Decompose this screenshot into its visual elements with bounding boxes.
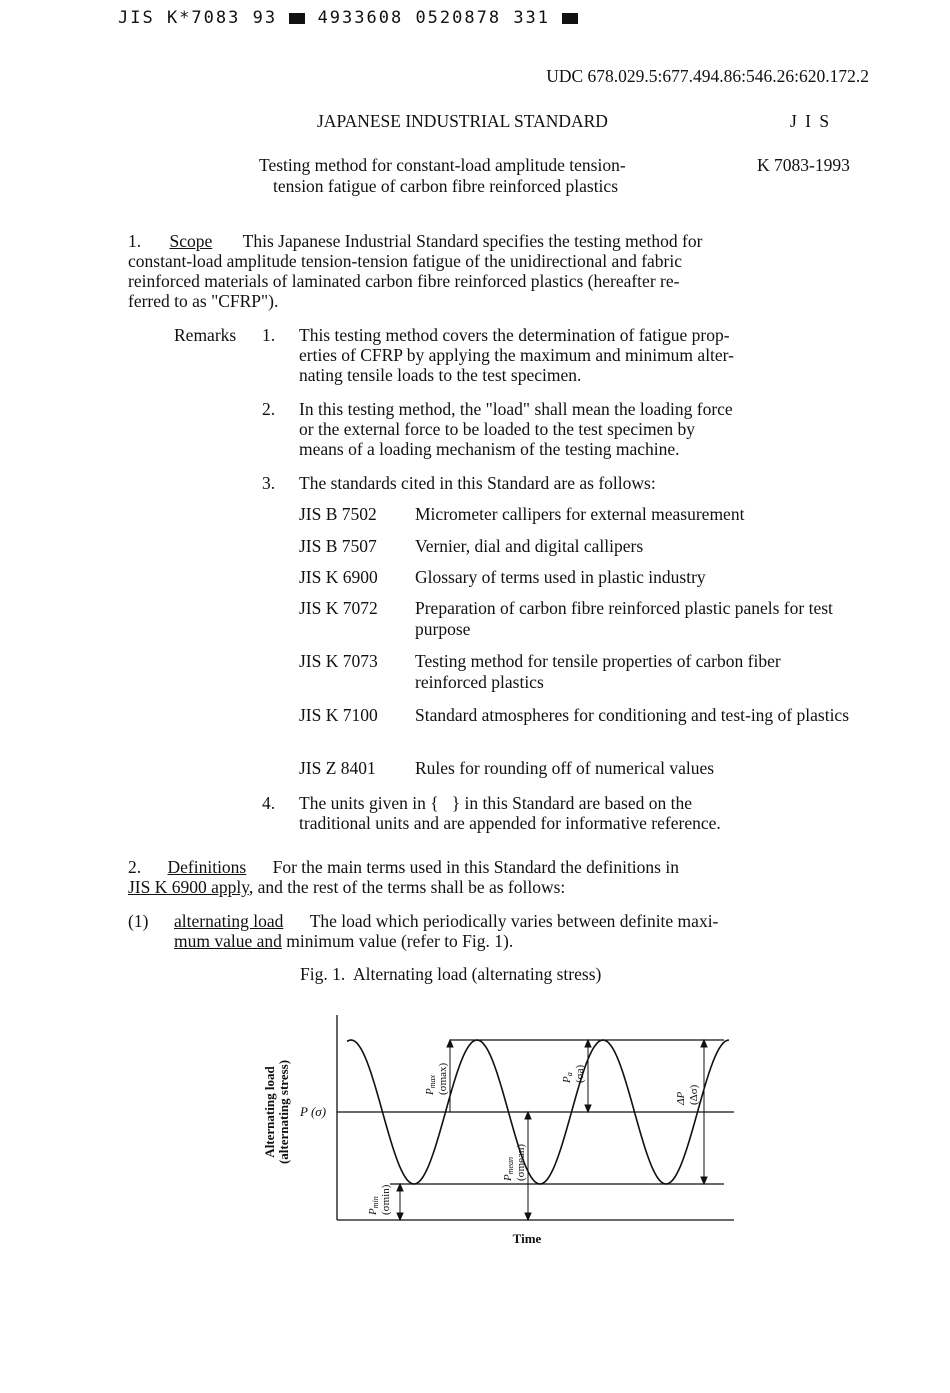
svg-text:ΔP: ΔP [675,1091,687,1105]
arrowhead [525,1213,531,1220]
section-heading: Scope [169,231,213,251]
cited-standard-title: Vernier, dial and digital callipers [415,536,644,556]
p-mean-label [502,1144,527,1182]
remark-number: 3. [262,473,276,493]
svg-text:Pmin: Pmin [367,1196,380,1215]
y-axis-label: Alternating load [262,1066,277,1158]
cited-standard-code: JIS Z 8401 [299,758,376,778]
cited-standard-code: JIS K 6900 [299,567,378,587]
definitions-reference: JIS K 6900 apply [128,877,249,897]
y-axis-label: (alternating stress) [276,1059,291,1165]
definitions-paragraph [128,857,868,897]
section-heading: Definitions [167,857,247,877]
p-a-label [561,1065,586,1084]
arrowhead [701,1177,707,1184]
svg-text:(σa): (σa) [574,1064,586,1083]
definition-term: alternating load [174,911,284,931]
remark-line: nating tensile loads to the test specimen. [299,365,582,385]
definition-line: minimum value (refer to Fig. 1). [281,931,514,951]
alternating-load-figure [250,1005,750,1255]
svg-text:Pa: Pa [561,1072,574,1083]
remark-text [299,793,859,833]
standard-name: JAPANESE INDUSTRIAL STANDARD [317,111,608,131]
arrowhead [585,1105,591,1112]
svg-text:(σmax): (σmax) [437,1062,449,1095]
cited-standard-code: JIS K 7100 [299,705,378,725]
udc-number: UDC 678.029.5:677.494.86:546.26:620.172.2 [546,66,869,86]
definitions-line: For the main terms used in this Standard the definitions in [272,857,679,877]
arrowhead [397,1184,403,1191]
remark-text [299,325,864,385]
cited-standard-title: Standard atmospheres for conditioning and test-ing of plastics [415,705,850,725]
remark-line: traditional units and are appended for informative reference. [299,813,721,833]
p-max-label [424,1062,449,1096]
definition-line: The load which periodically varies between definite maxi- [309,911,719,931]
remark-line: means of a loading mechanism of the testing machine. [299,439,680,459]
svg-text:(σmean): (σmean) [515,1143,527,1181]
scope-line: reinforced materials of laminated carbon fibre reinforced plastics (hereafter re- [128,271,680,291]
remark-number: 1. [262,325,276,345]
arrowhead [447,1040,453,1047]
definition-line: mum value and [174,931,282,951]
black-block-mark [289,13,305,24]
definitions-line: , and the rest of the terms shall be as follows: [248,877,566,897]
arrowhead [397,1213,403,1220]
remark-line: or the external force to be loaded to the test specimen by [299,419,696,439]
code-line-prefix: JIS K*7083 93 [118,8,278,28]
scope-line: This Japanese Industrial Standard specifies the testing method for [242,231,703,251]
svg-text:(σmin): (σmin) [380,1184,392,1215]
cited-standard-code: JIS B 7502 [299,504,377,524]
arrowhead [701,1040,707,1047]
title-line-2: tension fatigue of carbon fibre reinforced plastics [273,176,619,196]
svg-text:(Δσ): (Δσ) [688,1084,700,1105]
scope-line: ferred to as "CFRP"). [128,291,279,311]
remarks-label: Remarks [174,325,237,345]
cited-standard-title: Testing method for tensile properties of carbon fiber reinforced plastics [415,651,781,692]
cited-standard-code: JIS K 7072 [299,598,378,618]
svg-text:Pmax: Pmax [424,1074,437,1095]
cited-standard-code: JIS K 7073 [299,651,378,671]
cited-standard-title: Preparation of carbon fibre reinforced plastic panels for test purpose [415,598,833,639]
remark-number: 2. [262,399,276,419]
jis-mark: J I S [790,111,832,131]
cited-standard-code: JIS B 7507 [299,536,377,556]
mean-level-label: P (σ) [300,1104,327,1119]
x-axis-label: Time [512,1231,542,1246]
remark-number: 4. [262,793,276,813]
figure-caption: Fig. 1. Alternating load (alternating stress) [300,964,602,984]
cited-standard-title: Glossary of terms used in plastic industry [415,567,706,587]
arrowhead [525,1112,531,1119]
arrowhead [585,1040,591,1047]
cited-standard-title: Rules for rounding off of numerical values [415,758,715,778]
remark-line: This testing method covers the determination of fatigue prop- [299,325,730,345]
standard-number: K 7083-1993 [757,155,850,175]
code-line-part2: 4933608 0520878 331 [317,8,551,28]
black-block-mark [562,13,578,24]
remark-text [299,473,864,493]
document-code-line [118,8,578,28]
remark-line: The standards cited in this Standard are as follows: [299,473,656,493]
scope-line: constant-load amplitude tension-tension fatigue of the unidirectional and fabric [128,251,682,271]
p-min-label [367,1184,392,1216]
svg-text:Pmean: Pmean [502,1156,515,1181]
remark-line: The units given in { } in this Standard are based on the [299,793,692,813]
definition-item [174,911,864,951]
cited-standard-title: Micrometer callipers for external measurement [415,504,745,524]
scope-paragraph [128,231,868,311]
definition-item-number: (1) [128,911,149,931]
title-line-1: Testing method for constant-load amplitude tension- [259,155,626,175]
remark-line: In this testing method, the "load" shall mean the loading force [299,399,733,419]
section-number: 2. [128,857,142,877]
section-number: 1. [128,231,142,251]
remark-line: erties of CFRP by applying the maximum and minimum alter- [299,345,734,365]
remark-text [299,399,864,459]
delta-p-label [675,1084,700,1106]
